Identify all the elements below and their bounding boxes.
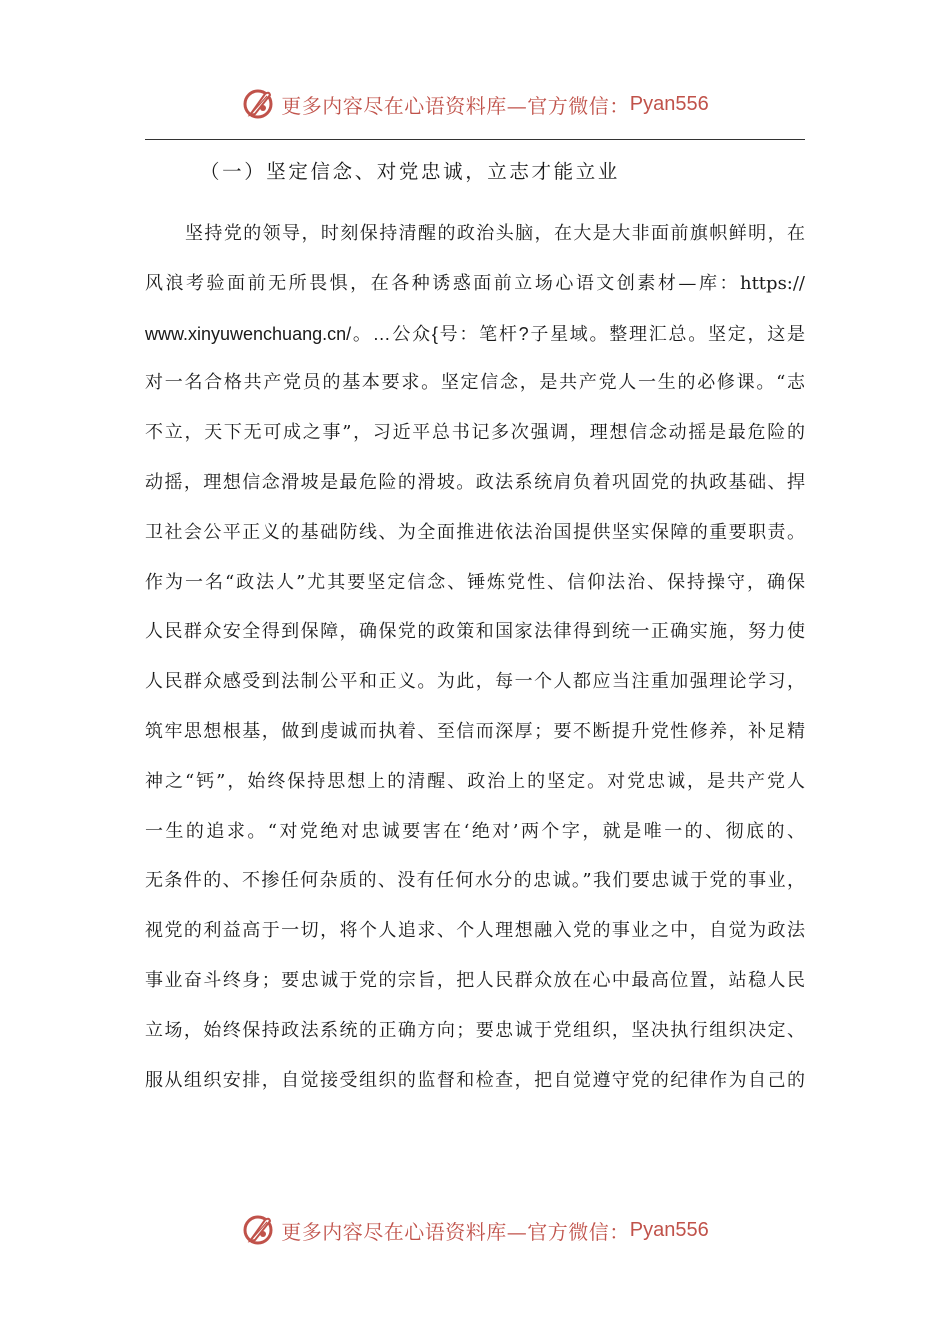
header-banner-text: 更多内容尽在心语资料库—官方微信：: [281, 93, 630, 118]
body-line: 一生的追求。“对党绝对忠诚要害在‘绝对’两个字，就是唯一的、彻底的、: [145, 820, 805, 842]
body-line: 作为一名“政法人”尤其要坚定信念、锤炼党性、信仰法治、保持操守，确保: [145, 571, 805, 593]
body-line: 人民群众安全得到保障，确保党的政策和国家法律得到统一正确实施，努力使: [145, 621, 805, 643]
body-line: 神之“钙”，始终保持思想上的清醒、政治上的坚定。对党忠诚，是共产党人: [145, 770, 805, 792]
footer-banner: [0, 1208, 950, 1252]
body-line: 人民群众感受到法制公平和正义。为此，每一个人都应当注重加强理论学习，: [145, 671, 805, 693]
body-line: 对一名合格共产党员的基本要求。坚定信念，是共产党人一生的必修课。“志: [145, 372, 805, 394]
footer-wechat-id: Pyan556: [629, 1218, 709, 1241]
body-line: 动摇，理想信念滑坡是最危险的滑坡。政法系统肩负着巩固党的执政基础、捍: [145, 471, 805, 493]
quill-pen-logo-icon: [241, 87, 275, 121]
footer-banner-text: 更多内容尽在心语资料库—官方微信：: [281, 1219, 630, 1244]
body-line: 无条件的、不掺任何杂质的、没有任何水分的忠诚。”我们要忠诚于党的事业，: [145, 870, 805, 892]
body-line: 筑牢思想根基，做到虔诚而执着、至信而深厚；要不断提升党性修养，补足精: [145, 720, 805, 742]
body-line: 风浪考验面前无所畏惧，在各种诱惑面前立场心语文创素材—库：https://: [145, 272, 805, 294]
quill-pen-logo-icon: [241, 1213, 275, 1247]
body-line: 立场，始终保持政法系统的正确方向；要忠诚于党组织，坚决执行组织决定、: [145, 1019, 805, 1041]
body-line: 不立，天下无可成之事”，习近平总书记多次强调，理想信念动摇是最危险的: [145, 422, 805, 444]
body-line: 坚持党的领导，时刻保持清醒的政治头脑，在大是大非面前旗帜鲜明，在: [185, 223, 805, 244]
body-paragraph: [145, 214, 805, 1110]
body-line: www.xinyuwenchuang.cn/。…公众{号：笔杆?子星域。整理汇总。坚定，这是: [145, 323, 805, 344]
body-line: 视党的利益高于一切，将个人追求、个人理想融入党的事业之中，自觉为政法: [145, 920, 805, 942]
header-divider: [145, 139, 805, 140]
body-line: 卫社会公平正义的基础防线、为全面推进依法治国提供坚实保障的重要职责。: [145, 521, 805, 543]
header-banner: [0, 82, 950, 126]
header-wechat-id: Pyan556: [629, 92, 709, 115]
body-line: 服从组织安排，自觉接受组织的监督和检查，把自觉遵守党的纪律作为自己的: [145, 1069, 805, 1091]
section-heading: （一）坚定信念、对党忠诚，立志才能立业: [200, 160, 620, 183]
body-line: 事业奋斗终身；要忠诚于党的宗旨，把人民群众放在心中最高位置，站稳人民: [145, 969, 805, 991]
